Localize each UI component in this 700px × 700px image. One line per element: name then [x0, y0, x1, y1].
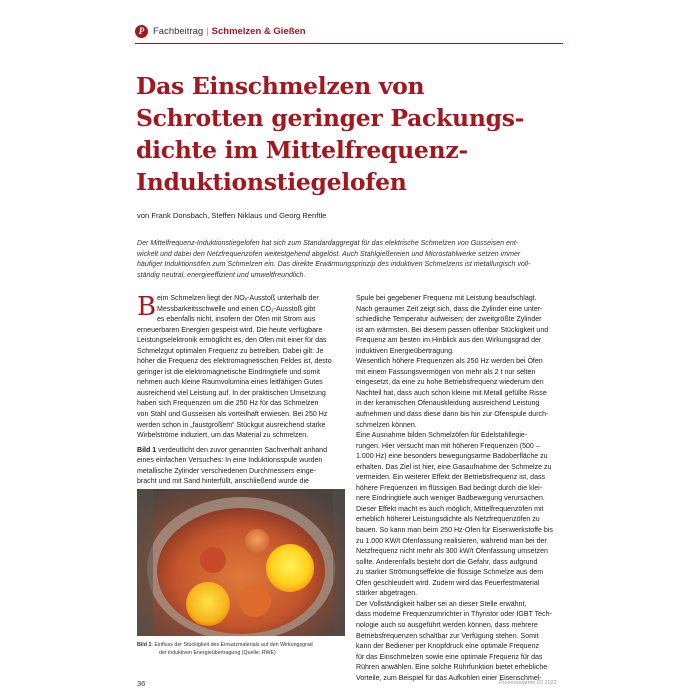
body-line: von Stahl und Gusseisen als vorteilhaft erwiesen. Bei 250 Hz: [137, 411, 328, 419]
body-line: Netzfrequenz nicht mehr als 300 kW/t Ofenfassung umsetzen: [356, 548, 548, 556]
body-line: metallische Zylinder verschiedenen Durchmessers einge-: [137, 467, 316, 475]
furnace-photo-image: [137, 489, 345, 636]
figure-furnace-photo: [137, 489, 345, 636]
body-line: stärker abgetragen.: [356, 590, 418, 598]
body-column-left: [137, 294, 349, 488]
cylinder-medium: [239, 585, 271, 617]
figure-caption: Bild 1: Einfluss der Stückigkeit des Einsatzmaterials auf den Wirkungsgrad der induktiven Energieübertragung (Quelle: RWE): [137, 642, 313, 656]
body-line: Rühren anwählen. Eine solche Rührfunktion bietet erhebliche: [356, 664, 548, 672]
body-line: erheblich höherer Leistungsdichte als Netzfrequenzöfen zu: [356, 516, 540, 524]
header-separator: |: [206, 25, 209, 37]
body-line: Schmelzgut optimalen Frequenz zu betreiben. Dabei gilt: Je: [137, 347, 324, 355]
cylinder-hottest: [266, 544, 314, 592]
body-line: nere Eindringtiefe auch weniger Badbewegung verursachen.: [356, 495, 545, 503]
body-line: nehmen auch kleine Raumvolumina eines leitfähigen Gutes: [137, 379, 323, 387]
body-line: eim Schmelzen liegt der NOₓ-Ausstoß unterhalb der: [157, 295, 319, 302]
figure-reference: Bild 1: [137, 446, 157, 454]
body-line: schmelzen können.: [356, 421, 417, 429]
body-line: bracht und mit Sand hinterfüllt, anschließend wurde die: [137, 478, 309, 486]
body-line: schiedliche Temperatur aufweisen; der zweitgrößte Zylinder: [356, 316, 542, 324]
body-line: höhere Frequenzen im flüssigen Bad bedingt durch die klei-: [356, 484, 543, 492]
body-line: für das Einschmelzen sowie eine optimale Frequenz für das: [356, 653, 543, 661]
header-category: Fachbeitrag: [153, 25, 204, 37]
body-line: Nach geraumer Zeit zeigt sich, dass die Zylinder eine unter-: [356, 305, 543, 313]
body-line: erneuerbaren Energien gespeist wird. Die heute verfügbare: [137, 326, 323, 334]
page-header: [135, 21, 563, 41]
article-authors: von Frank Donsbach, Steffen Niklaus und Georg Renftle: [137, 211, 327, 220]
body-line: ausreichend viel Leistung auf. In der praktischen Umsetzung: [137, 389, 326, 397]
body-line: sollte. Anderenfalls besteht dort die Gefahr, dass aufgrund: [356, 558, 538, 566]
header-divider: [135, 43, 563, 44]
body-line: mit einem Fassungsvermögen von mehr als 2 t nur selten: [356, 368, 536, 376]
body-line: Frequenz am besten im Hinblick aus den Wirkungsgrad der: [356, 337, 542, 345]
body-line: Betriebsfrequenzen schaltbar zur Verfügung stehen. Somit: [356, 632, 539, 640]
body-line: dass moderne Frequenzumrichter in Thyristor oder IGBT Tech-: [356, 611, 552, 619]
abstract-line: Der Mittelfrequenz-Induktionstiegelofen hat sich zum Standardaggregat für das elektrische Schmelzen von Gusseisen ent-: [137, 240, 519, 247]
cylinder-cold: [200, 547, 226, 573]
body-line: Ofen geschleudert wird. Zudem wird das Feuerfestmaterial: [356, 579, 540, 587]
body-line: zu 1.000 KW/t Ofenfassung realisieren, während man bei der: [356, 537, 547, 545]
body-line: Eine Ausnahme bilden Schmelzöfen für Edelstahllegie-: [356, 432, 528, 440]
body-line: höher die Frequenz des elektromagnetischen Feldes ist, desto: [137, 358, 332, 366]
body-line: kann der Bediener per Knopfdruck eine optimale Frequenz: [356, 643, 539, 651]
body-line: bauen. So kann man beim 250 Hz-Ofen für Eisenwerkstoffe bis: [356, 527, 553, 535]
body-line: zu starker Strömungseffekte die flüssige Schmelze aus dem: [356, 569, 544, 577]
magazine-issue: Prozesswärme 02 2022: [499, 680, 557, 686]
header-topic: Schmelzen & Gießen: [211, 25, 306, 37]
body-line: in der keramischen Ofenauskleidung ausreichend Leistung: [356, 400, 540, 408]
cylinder-small: [245, 529, 269, 553]
body-line: rungen. Hier versucht man mit höheren Frequenzen (500 –: [356, 442, 540, 450]
cylinder-large: [186, 582, 230, 626]
body-line: Messbarkeitsschwelle und einen CO₂-Ausstoß gibt: [157, 305, 316, 313]
body-line: haben sich Frequenzen um die 250 Hz für das Schmelzen: [137, 400, 319, 408]
publication-logo-icon: P: [135, 25, 148, 38]
abstract-line: ständig neutral, energieeffizient und umweltfreundlich.: [137, 271, 306, 279]
title-line: Induktionstiegelofen: [136, 168, 407, 196]
body-line: eines einfachen Versuches: In eine Induktionsspule wurden: [137, 457, 323, 465]
body-line: Dieser Effekt macht es auch möglich, Mittelfrequenzöfen mit: [356, 505, 544, 513]
body-line: Spule bei gegebener Frequenz mit Leistung beaufschlagt.: [356, 295, 537, 302]
body-line: werden schon in „faustgroßem“ Stückgut ausreichend starke: [137, 421, 326, 429]
body-column-right: [356, 294, 568, 684]
body-line: es ebenfalls nicht, insofern der Ofen mit Strom aus: [157, 316, 316, 324]
title-line: dichte im Mittelfrequenz-: [136, 136, 468, 164]
body-line: nologie auch so ausgeführt werden können, dass mehrere: [356, 621, 538, 629]
body-line: Bild 1 verdeutlicht den zuvor genannten Sachverhalt anhand: [137, 446, 327, 454]
title-line: Das Einschmelzen von: [136, 72, 425, 100]
title-line: Schrotten geringer Packungs-: [136, 104, 525, 132]
abstract-line: häufiger Induktionsöfen zum Schmelzen ein. Das direkte Erwärmungsprinzip des induktiven Schmelzens ist metallurgisch voll-: [137, 261, 531, 269]
body-line: Wesentlich höhere Frequenzen als 250 Hz werden bei Öfen: [356, 358, 543, 366]
body-line: induktiven Energieübertragung.: [356, 347, 454, 355]
body-line: geringer ist die elektromagnetische Eindringtiefe und somit: [137, 368, 320, 376]
article-abstract: [137, 239, 565, 281]
body-line: ist am wärmsten. Bei diesem passen offenbar Stückigkeit und: [356, 326, 549, 334]
body-line: Nachteil hat, dass auch schon kleine mit Metall gefüllte Risse: [356, 389, 547, 397]
body-line: erhalten. Das Ziel ist hier, eine Gasaufnahme der Schmelze zu: [356, 463, 552, 471]
body-line: Wirbelströme induziert, um das Material zu schmelzen.: [137, 432, 309, 440]
body-line: Vorteile, zum Beispiel für das Aufkohlen einer Eisenschmel-: [356, 674, 542, 682]
drop-cap: B: [137, 292, 157, 322]
body-line: vermeiden. Ein weiterer Effekt der Betriebsfrequenz ist, dass: [356, 474, 546, 482]
body-line: aufnehmen und dass diese dann bis hin zur Ofenspule durch-: [356, 411, 549, 419]
body-line: Leistungselektronik ermöglicht es, den Ofen mit einer für das: [137, 337, 327, 345]
body-line: eingesetzt, da eine zu hohe Betriebsfrequenz wiederum den: [356, 379, 544, 387]
caption-label: Bild 1: [137, 642, 152, 648]
abstract-line: wickelt und dabei den Netzfrequenzofen weitestgehend abgelöst. Auch Stahlgießereien und Microstahlwerke setzen immer: [137, 250, 521, 258]
body-line: 1.000 Hz) eine besonders bewegungsarme Badoberfläche zu: [356, 453, 548, 461]
article-title: [136, 70, 572, 198]
body-line: Der Vollständigkeit halber sei an dieser Stelle erwähnt,: [356, 600, 527, 608]
page-number: 36: [137, 679, 146, 688]
